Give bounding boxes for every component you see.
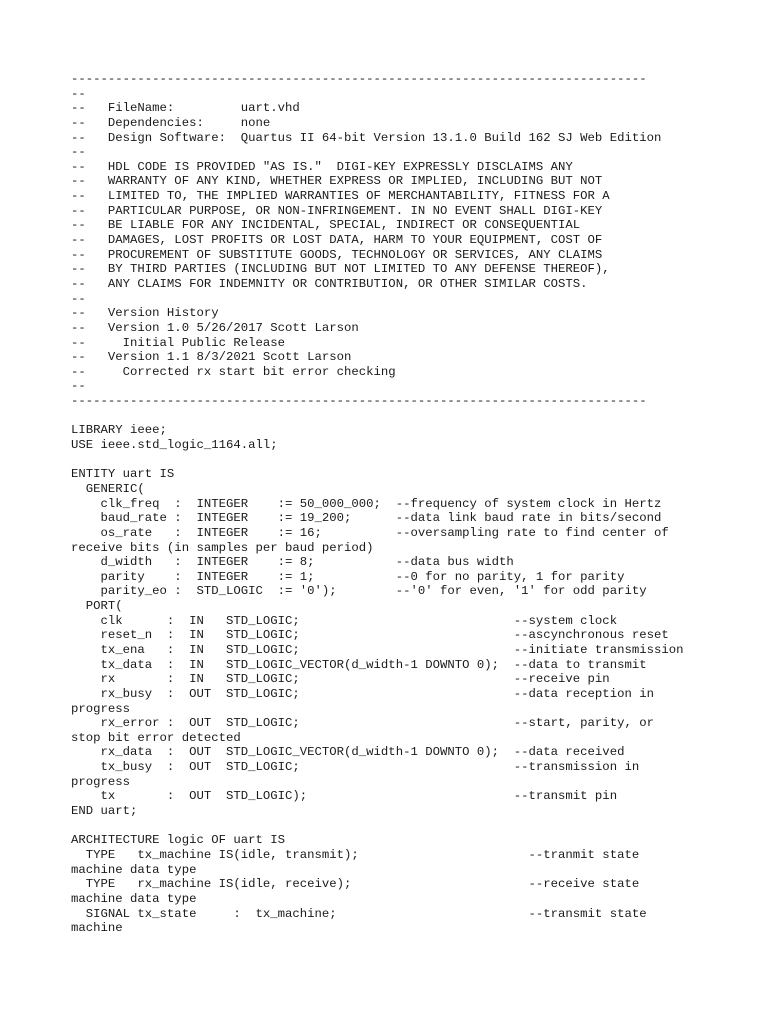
entity-declaration: ENTITY uart IS [71, 467, 175, 482]
version-history-heading: -- Version History [71, 306, 219, 321]
generic-line: os_rate : INTEGER := 16; --oversampling rate to find center of [71, 525, 669, 540]
comment-line: -- [71, 145, 86, 160]
port-clause: PORT( [71, 599, 123, 614]
comment-line: -- [71, 291, 86, 306]
dependencies-line: -- Dependencies: none [71, 115, 271, 130]
blank-line [71, 409, 761, 424]
disclaimer-line: -- HDL CODE IS PROVIDED "AS IS." DIGI-KEY EXPRESSLY DISCLAIMS ANY [71, 159, 573, 174]
comment-line: -- [71, 86, 86, 101]
use-statement: USE ieee.std_logic_1164.all; [71, 438, 278, 453]
disclaimer-line: -- PARTICULAR PURPOSE, OR NON-INFRINGEMENT. IN NO EVENT SHALL DIGI-KEY [71, 203, 603, 218]
header-separator: ------------------------------------------------------------------------------ [71, 394, 647, 409]
version-entry: -- Version 1.1 8/3/2021 Scott Larson [71, 350, 352, 365]
port-line-wrap: progress [71, 774, 131, 789]
blank-line [71, 819, 761, 834]
disclaimer-line: -- BY THIRD PARTIES (INCLUDING BUT NOT LIMITED TO ANY DEFENSE THEREOF), [71, 262, 610, 277]
port-line: clk : IN STD_LOGIC; --system clock [71, 613, 618, 628]
generic-line: d_width : INTEGER := 8; --data bus width [71, 555, 514, 570]
type-declaration: TYPE rx_machine IS(idle, receive); --receive state [71, 877, 640, 892]
type-declaration-wrap: machine data type [71, 862, 197, 877]
port-line: rx_data : OUT STD_LOGIC_VECTOR(d_width-1 DOWNTO 0); --data received [71, 745, 625, 760]
type-declaration: TYPE tx_machine IS(idle, transmit); --tranmit state [71, 847, 640, 862]
architecture-declaration: ARCHITECTURE logic OF uart IS [71, 833, 286, 848]
signal-declaration-wrap: machine [71, 921, 123, 936]
disclaimer-line: -- ANY CLAIMS FOR INDEMNITY OR CONTRIBUTION, OR OTHER SIMILAR COSTS. [71, 276, 588, 291]
disclaimer-line: -- WARRANTY OF ANY KIND, WHETHER EXPRESS OR IMPLIED, INCLUDING BUT NOT [71, 174, 603, 189]
type-declaration-wrap: machine data type [71, 891, 197, 906]
port-line: rx_error : OUT STD_LOGIC; --start, parity, or [71, 716, 654, 731]
disclaimer-line: -- BE LIABLE FOR ANY INCIDENTAL, SPECIAL, INDIRECT OR CONSEQUENTIAL [71, 218, 581, 233]
header-separator: ------------------------------------------------------------------------------ [71, 72, 647, 86]
version-entry-note: -- Corrected rx start bit error checking [71, 364, 396, 379]
library-statement: LIBRARY ieee; [71, 423, 167, 438]
port-line-wrap: progress [71, 701, 131, 716]
generic-line: parity_eo : STD_LOGIC := '0'); --'0' for even, '1' for odd parity [71, 584, 647, 599]
signal-declaration: SIGNAL tx_state : tx_machine; --transmit state [71, 906, 647, 921]
generic-line: clk_freq : INTEGER := 50_000_000; --frequency of system clock in Hertz [71, 496, 662, 511]
blank-line [71, 453, 761, 468]
version-entry: -- Version 1.0 5/26/2017 Scott Larson [71, 320, 359, 335]
disclaimer-line: -- PROCUREMENT OF SUBSTITUTE GOODS, TECHNOLOGY OR SERVICES, ANY CLAIMS [71, 247, 603, 262]
generic-clause: GENERIC( [71, 481, 145, 496]
version-entry-note: -- Initial Public Release [71, 335, 286, 350]
port-line: rx_busy : OUT STD_LOGIC; --data reception in [71, 686, 654, 701]
port-line-wrap: stop bit error detected [71, 730, 241, 745]
filename-line: -- FileName: uart.vhd [71, 101, 300, 116]
port-line: tx_busy : OUT STD_LOGIC; --transmission in [71, 760, 640, 775]
generic-line: parity : INTEGER := 1; --0 for no parity, 1 for parity [71, 569, 625, 584]
disclaimer-line: -- DAMAGES, LOST PROFITS OR LOST DATA, HARM TO YOUR EQUIPMENT, COST OF [71, 233, 603, 248]
port-line: rx : IN STD_LOGIC; --receive pin [71, 672, 610, 687]
comment-line: -- [71, 379, 86, 394]
design-software-line: -- Design Software: Quartus II 64-bit Version 13.1.0 Build 162 SJ Web Edition [71, 130, 662, 145]
disclaimer-line: -- LIMITED TO, THE IMPLIED WARRANTIES OF MERCHANTABILITY, FITNESS FOR A [71, 189, 610, 204]
port-line: reset_n : IN STD_LOGIC; --ascynchronous reset [71, 628, 669, 643]
port-line: tx_data : IN STD_LOGIC_VECTOR(d_width-1 DOWNTO 0); --data to transmit [71, 657, 647, 672]
document-page [71, 72, 761, 936]
port-line: tx : OUT STD_LOGIC); --transmit pin [71, 789, 618, 804]
generic-line-wrap: receive bits (in samples per baud period) [71, 540, 374, 555]
end-entity: END uart; [71, 804, 138, 819]
generic-line: baud_rate : INTEGER := 19_200; --data link baud rate in bits/second [71, 511, 662, 526]
port-line: tx_ena : IN STD_LOGIC; --initiate transmission [71, 642, 684, 657]
